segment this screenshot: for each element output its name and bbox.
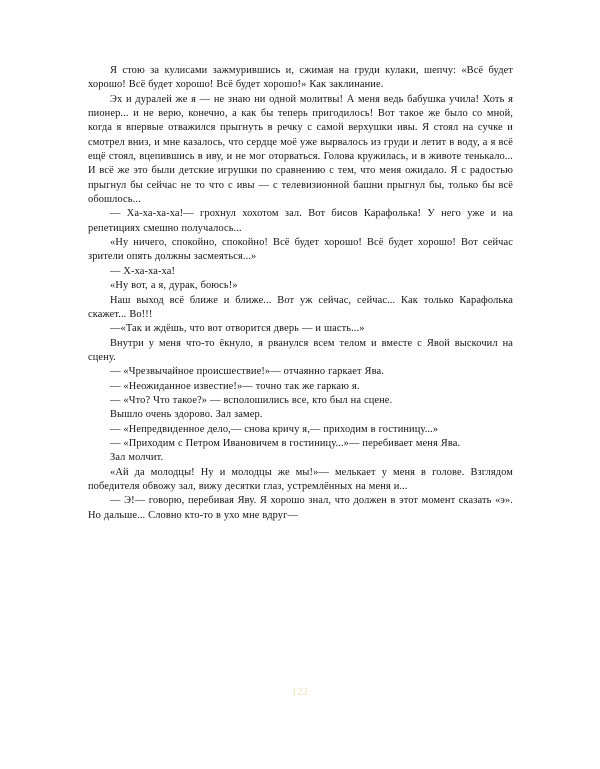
paragraph: «Ну ничего, спокойно, спокойно! Всё будет хорошо! Всё будет хорошо! Вот сейчас зрители опять должны засмеяться...» [88,237,513,263]
paragraph: — Х-ха-ха-ха! [110,265,176,277]
paragraph: «Ай да молодцы! Ну и молодцы же мы!»— мелькает у меня в голове. Взглядом победителя обвожу зал, вижу десятки глаз, устремлённых на меня и... [88,466,513,492]
page-number: 122 [291,687,309,698]
paragraph: Зал молчит. [110,452,164,464]
paragraph: Эх и дуралей же я — не знаю ни одной молитвы! А меня ведь бабушка учила! Хоть я пионер... и не верю, конечно, а как бы теперь пригодилось! Вот такое же было со мной, когда я впервые отважился прыгнуть в речку с самой верхушки ивы. Я стоял на сучке и смотрел вниз, и мне казалось, что сердце моё уже вырвалось из груди и летит в воду, а я всё ещё стоял, вцепившись в иву, и не мог оторваться. Голова кружилась, и в животе тенькало... И всё же это были детские игрушки по сравнению с тем, что меня ожидало. Я с радостью прыгнул бы сейчас не то что с ивы — с телевизионной башни прыгнул бы, только бы всё обошлось... [88,93,513,206]
paragraph: Наш выход всё ближе и ближе... Вот уж сейчас, сейчас... Как только Карафолька скажет... Во!!! [88,294,513,320]
paragraph: — «Приходим с Петром Ивановичем в гостиницу...»— перебивает меня Ява. [110,437,461,449]
paragraph: Я стою за кулисами зажмурившись и, сжимая на груди кулаки, шепчу: «Всё будет хорошо! Всё будет хорошо! Всё будет хорошо!» Как заклинание. [88,65,513,91]
paragraph: — «Что? Что такое?» — всполошились все, кто был на сцене. [110,394,393,406]
paragraph: Внутри у меня что-то ёкнуло, я рванулся всем телом и вместе с Явой выскочил на сцену. [88,337,513,363]
paragraph: —«Так и ждёшь, что вот отворится дверь — и шасть...» [110,323,365,335]
paragraph: — «Чрезвычайное происшествие!»— отчаянно гаркает Ява. [110,366,384,378]
paragraph: — «Неожиданное известие!»— точно так же гаркаю я. [110,380,360,392]
body-text-column [88,64,513,523]
paragraph: «Ну вот, а я, дурак, боюсь!» [110,280,238,292]
paragraph: — Э!— говорю, перебивая Яву. Я хорошо знал, что должен в этот момент сказать «э». Но дальше... Словно кто-то в ухо мне вдруг— [88,495,513,521]
paragraph: — «Непредвиденное дело,— снова кричу я,— приходим в гостиницу...» [110,423,439,435]
paragraph: Вышло очень здорово. Зал замер. [110,409,263,421]
paragraph: — Ха-ха-ха-ха!— грохнул хохотом зал. Вот бисов Карафолька! У него уже и на репетициях смешно получалось... [88,208,513,234]
